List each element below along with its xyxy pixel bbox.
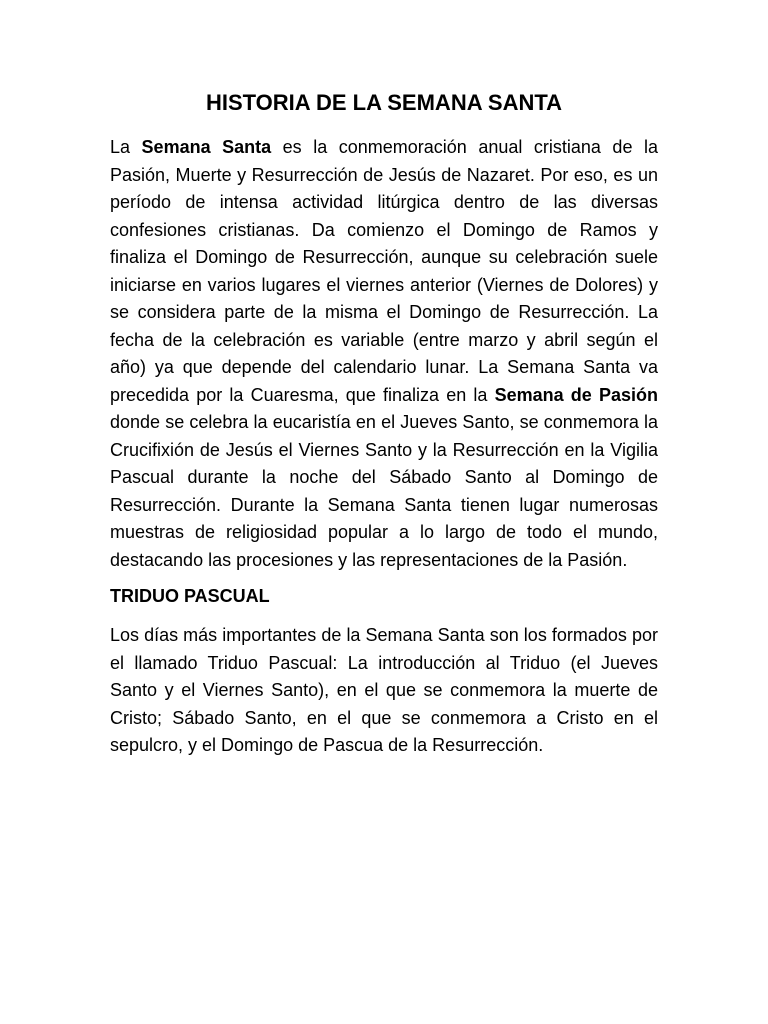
intro-text-middle: es la conmemoración anual cristiana de la Pasión, Muerte y Resurrección de Jesús de Nazaret. Por eso, es un período de intensa actividad litúrgica dentro de las diversas confesiones cristianas. Da comienzo el Domingo de Ramos y finaliza el Domingo de Resurrección, aunque su celebración suele iniciarse en varios lugares el viernes anterior (Viernes de Dolores) y se considera parte de la misma el Domingo de Resurrección. La fecha de la celebración es variable (entre marzo y abril según el año) ya que depende del calendario lunar. La Semana Santa va precedida por la Cuaresma, que finaliza en la <box>110 137 658 405</box>
bold-term-semana-santa: Semana Santa <box>141 137 272 157</box>
bold-term-semana-de-pasion: Semana de Pasión <box>494 384 658 405</box>
section-heading-triduo: TRIDUO PASCUAL <box>110 586 270 606</box>
document-title: HISTORIA DE LA SEMANA SANTA <box>205 90 563 115</box>
intro-paragraph <box>110 134 658 574</box>
intro-text-start: La <box>110 137 142 157</box>
intro-text-end: donde se celebra la eucaristía en el Jueves Santo, se conmemora la Crucifixión de Jesús el Viernes Santo y la Resurrección en la Vigilia Pascual durante la noche del Sábado Santo al Domingo de Resurrección. Durante la Semana Santa tienen lugar numerosas muestras de religiosidad popular a lo largo de todo el mundo, destacando las procesiones y las representaciones de la Pasión. <box>110 412 658 570</box>
triduo-paragraph: Los días más importantes de la Semana Santa son los formados por el llamado Triduo Pascual: La introducción al Triduo (el Jueves Santo y el Viernes Santo), en el que se conmemora la muerte de Cristo; Sábado Santo, en el que se conmemora a Cristo en el sepulcro, y el Domingo de Pascua de la Resurrección. <box>110 625 658 755</box>
